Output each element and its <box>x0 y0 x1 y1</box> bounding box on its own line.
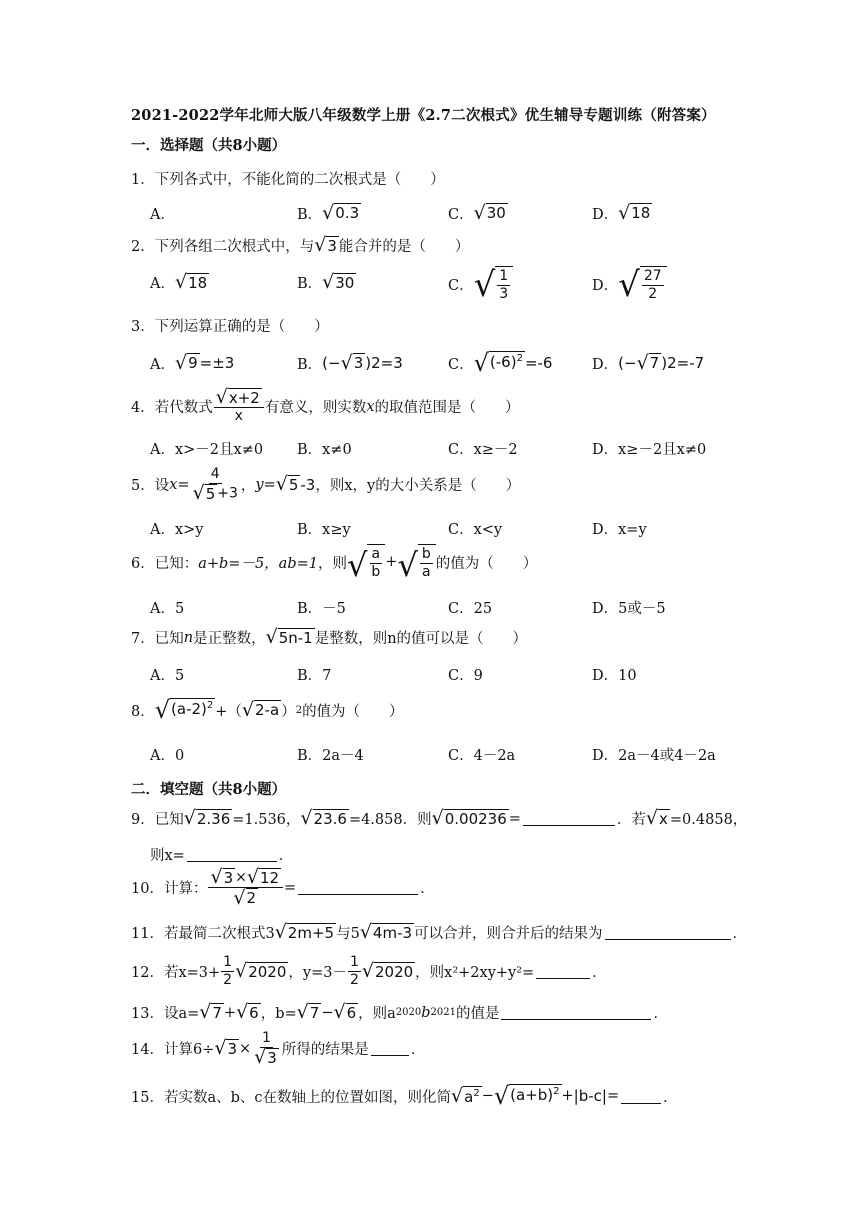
option-d: D． (− √ 7 ) 2 =-7 <box>592 351 705 374</box>
question-1-text: 1．下列各式中，不能化简的二次根式是（ ） <box>131 172 445 188</box>
question-8: 8． √ $(a-2)^2$ +（ √ 2-a ） 2 的值为（ ） <box>131 696 404 724</box>
option-c: C． √ $\frac{1}{3}$ <box>448 266 513 303</box>
option-b: B．－5 <box>297 600 346 617</box>
question-11: 11．若最简二次根式3 √ 2m+5 与5 √ 4m-3 可以合并，则合并后的结果为 ． <box>131 921 748 944</box>
question-6: 6．已知： a+b=－5，ab=1 ，则 √ $\frac{a}{b}$ + √ $\frac{b}{a}$ 的值为（ ） <box>131 545 538 584</box>
question-3: 3．下列运算正确的是（ ） <box>131 319 329 335</box>
answer-blank[interactable] <box>605 925 731 940</box>
option-d: D．x=y <box>592 521 647 538</box>
option-b: B． (− √ 3 ) 2 =3 <box>297 351 403 374</box>
option-d: D． √ 18 <box>592 201 651 224</box>
answer-blank[interactable] <box>621 1089 661 1104</box>
option-c: C．x<y <box>448 521 503 538</box>
question-9: 9．已知 √ 2.36 =1.536， √ 23.6 =4.858．则 √ 0.00236 = ．若 √ x =0.4858， <box>131 807 748 830</box>
answer-blank[interactable] <box>187 847 277 862</box>
option-a: A． √ 18 <box>150 271 208 294</box>
question-1-options <box>150 200 750 226</box>
option-a: A．0 <box>150 747 185 764</box>
page-title: 2021-2022学年北师大版八年级数学上册《2.7二次根式》优生辅导专题训练（附答案） <box>131 107 716 124</box>
option-b: B．x≠0 <box>297 441 352 458</box>
question-7: 7．已知 n 是正整数， √ 5n-1 是整数，则n的值可以是（ ） <box>131 626 528 649</box>
section-heading-fill: 二．填空题（共8小题） <box>131 781 287 798</box>
answer-blank[interactable] <box>523 811 615 826</box>
option-c: C．x≥－2 <box>448 441 518 458</box>
option-d: D．2a－4或4－2a <box>592 747 716 764</box>
option-c: C．4－2a <box>448 747 516 764</box>
question-5-options <box>150 518 750 538</box>
question-13: 13．设a= √ 7 + √ 6 ，b= √ 7 − √ 6 ，则a 2020 b 2021 的值是 ． <box>131 1001 668 1024</box>
question-10: 10．计算： √ 3 × √ 12 √ 2 = ． <box>131 866 435 909</box>
question-12: 12．若x=3+ $\frac{1}{2}$ √ 2020 ，y=3－ $\frac{1}{2}$ √ 2020 ，则x²+2xy+y²= ． <box>131 954 607 988</box>
option-a: A．5 <box>150 667 185 684</box>
option-c: C．9 <box>448 667 483 684</box>
section-heading-choice: 一．选择题（共8小题） <box>131 137 287 154</box>
option-b: B．2a－4 <box>297 747 364 764</box>
option-c: C． √ 30 <box>448 201 506 224</box>
question-1 <box>131 168 445 189</box>
question-2: 2．下列各组二次根式中，与 √ 3 能合并的是（ ） <box>131 234 470 257</box>
option-a: A．x>y <box>150 521 204 538</box>
question-5: 5．设 x = 4 √ 5 +3 ， y = √ 5 -3 ，则x，y的大小关系是（ ） <box>131 466 521 505</box>
answer-blank[interactable] <box>371 1041 409 1056</box>
option-d: D．x≥－2且x≠0 <box>592 441 707 458</box>
option-a: A．x>－2且x≠0 <box>150 441 264 458</box>
question-3-options <box>150 350 750 376</box>
option-a: A． <box>150 206 175 223</box>
option-c: C．25 <box>448 600 493 617</box>
answer-blank[interactable] <box>536 964 590 979</box>
answer-blank[interactable] <box>298 880 418 895</box>
option-d: D． √ $\frac{27}{2}$ <box>592 266 667 303</box>
question-9-line-2: 则x= ． <box>150 848 294 864</box>
option-b: B．7 <box>297 667 332 684</box>
option-b: B．x≥y <box>297 521 351 538</box>
question-6-options <box>150 597 750 617</box>
option-b: B． √ 30 <box>297 271 355 294</box>
question-4-options <box>150 438 750 458</box>
question-8-options <box>150 744 750 764</box>
answer-blank[interactable] <box>501 1005 651 1020</box>
option-a: A．5 <box>150 600 185 617</box>
option-d: D．10 <box>592 667 637 684</box>
option-a: A． √ 9 =±3 <box>150 351 235 374</box>
option-d: D．5或－5 <box>592 600 666 617</box>
option-c: C． √ $(-6)^2$ =-6 <box>448 349 553 377</box>
question-7-options <box>150 664 750 684</box>
question-2-options <box>150 262 750 306</box>
question-15: 15．若实数a、b、c在数轴上的位置如图，则化简 √ $a^2$ − √ $(a+b)^2$ + |b-c| = ． <box>131 1082 678 1110</box>
question-4: 4．若代数式 √ x+2 x 有意义，则实数 x 的取值范围是（ ） <box>131 386 520 425</box>
question-14: 14．计算6÷ √ 3 × 1 √ 3 所得的结果是 ． <box>131 1030 426 1069</box>
option-b: B． √ 0.3 <box>297 201 360 224</box>
